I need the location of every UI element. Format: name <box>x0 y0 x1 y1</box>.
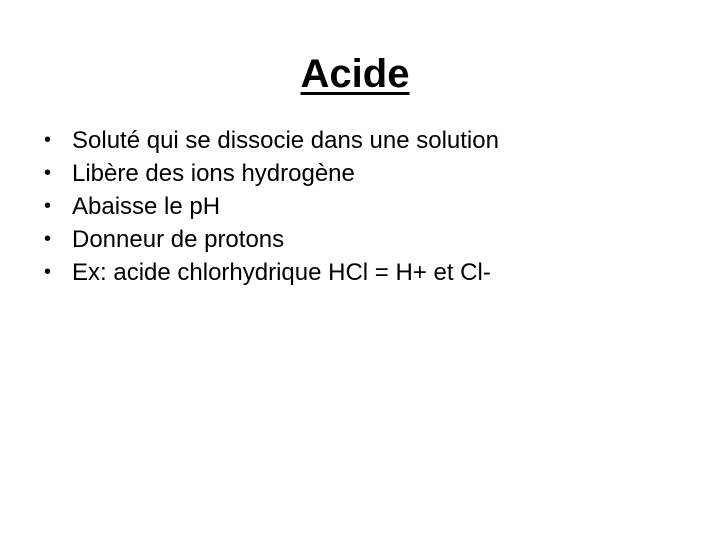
bullet-text: Donneur de protons <box>72 226 285 253</box>
slide-title: Acide <box>300 52 410 96</box>
bullet-text: Libère des ions hydrogène <box>72 160 355 187</box>
bullet-text: Ex: acide chlorhydrique HCl = H+ et Cl- <box>72 259 491 286</box>
bullet-dot-icon: • <box>44 261 52 283</box>
bullet-dot-icon: • <box>44 195 52 217</box>
bullet-dot-icon: • <box>44 129 52 151</box>
bullet-text: Abaisse le pH <box>72 193 221 220</box>
bullet-dot-icon: • <box>44 162 52 184</box>
bullet-dot-icon: • <box>44 228 52 250</box>
bullet-text: Soluté qui se dissocie dans une solution <box>72 127 499 154</box>
